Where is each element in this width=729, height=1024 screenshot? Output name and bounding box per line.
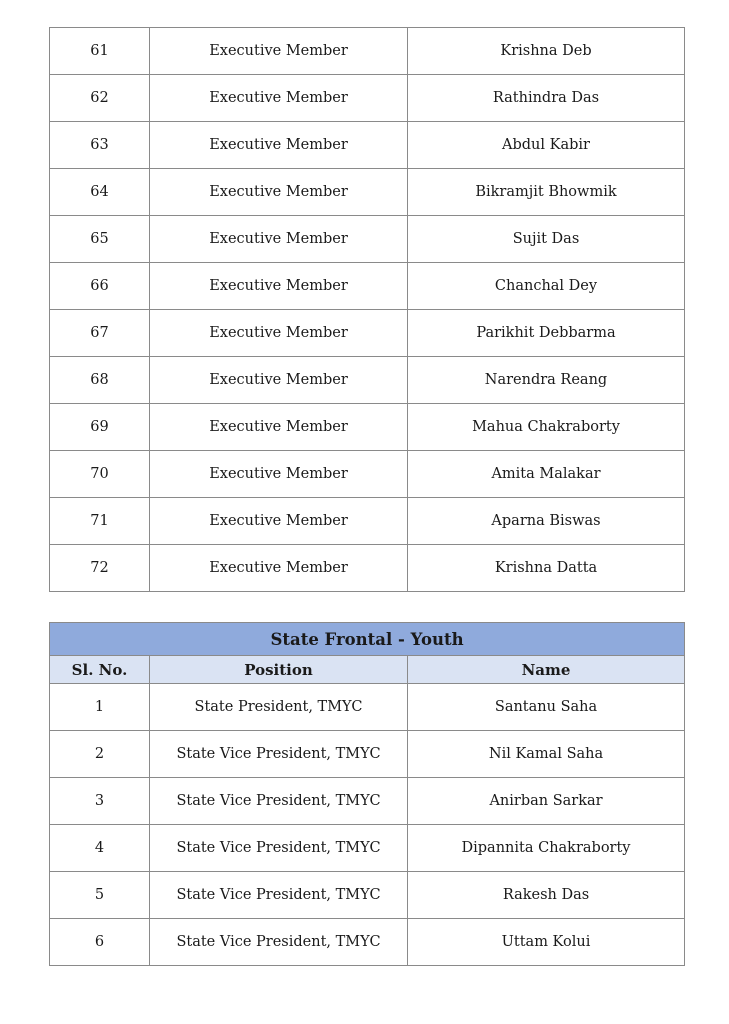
name-cell: Anirban Sarkar	[408, 778, 685, 825]
table-row	[50, 357, 685, 404]
name-cell: Parikhit Debbarma	[408, 310, 685, 357]
sl-cell: 4	[50, 825, 150, 872]
sl-cell: 61	[50, 28, 150, 75]
name-cell: Dipannita Chakraborty	[408, 825, 685, 872]
table-row	[50, 731, 685, 778]
sl-cell: 1	[50, 684, 150, 731]
position-cell: Executive Member	[150, 404, 408, 451]
sl-cell: 67	[50, 310, 150, 357]
table-row	[50, 919, 685, 966]
table-row	[50, 778, 685, 825]
table-row	[50, 263, 685, 310]
name-cell: Chanchal Dey	[408, 263, 685, 310]
table-row	[50, 545, 685, 592]
table-row	[50, 75, 685, 122]
position-cell: State Vice President, TMYC	[150, 731, 408, 778]
table-row	[50, 169, 685, 216]
table-row	[50, 498, 685, 545]
youth-frontal-table	[49, 622, 685, 966]
sl-cell: 2	[50, 731, 150, 778]
name-cell: Amita Malakar	[408, 451, 685, 498]
position-cell: State Vice President, TMYC	[150, 778, 408, 825]
position-cell: State Vice President, TMYC	[150, 825, 408, 872]
sl-cell: 68	[50, 357, 150, 404]
position-cell: Executive Member	[150, 169, 408, 216]
position-cell: Executive Member	[150, 216, 408, 263]
position-cell: Executive Member	[150, 75, 408, 122]
table-row	[50, 872, 685, 919]
name-cell: Krishna Datta	[408, 545, 685, 592]
table-title-row	[50, 623, 685, 656]
sl-cell: 65	[50, 216, 150, 263]
name-cell: Nil Kamal Saha	[408, 731, 685, 778]
sl-cell: 63	[50, 122, 150, 169]
position-cell: State Vice President, TMYC	[150, 872, 408, 919]
position-cell: Executive Member	[150, 310, 408, 357]
sl-cell: 3	[50, 778, 150, 825]
name-cell: Mahua Chakraborty	[408, 404, 685, 451]
sl-cell: 6	[50, 919, 150, 966]
position-cell: Executive Member	[150, 451, 408, 498]
table-row	[50, 310, 685, 357]
name-cell: Abdul Kabir	[408, 122, 685, 169]
position-cell: State President, TMYC	[150, 684, 408, 731]
name-cell: Narendra Reang	[408, 357, 685, 404]
name-cell: Uttam Kolui	[408, 919, 685, 966]
table-row	[50, 451, 685, 498]
position-cell: Executive Member	[150, 545, 408, 592]
table-row	[50, 122, 685, 169]
position-cell: State Vice President, TMYC	[150, 919, 408, 966]
sl-cell: 70	[50, 451, 150, 498]
sl-cell: 72	[50, 545, 150, 592]
sl-cell: 64	[50, 169, 150, 216]
header-name: Name	[408, 656, 685, 684]
position-cell: Executive Member	[150, 498, 408, 545]
position-cell: Executive Member	[150, 122, 408, 169]
sl-cell: 71	[50, 498, 150, 545]
sl-cell: 69	[50, 404, 150, 451]
name-cell: Sujit Das	[408, 216, 685, 263]
executive-members-table	[49, 27, 685, 592]
name-cell: Santanu Saha	[408, 684, 685, 731]
table-header-row	[50, 656, 685, 684]
name-cell: Bikramjit Bhowmik	[408, 169, 685, 216]
sl-cell: 62	[50, 75, 150, 122]
header-position: Position	[150, 656, 408, 684]
table-row	[50, 404, 685, 451]
sl-cell: 66	[50, 263, 150, 310]
table-title: State Frontal - Youth	[50, 623, 685, 656]
position-cell: Executive Member	[150, 28, 408, 75]
position-cell: Executive Member	[150, 263, 408, 310]
position-cell: Executive Member	[150, 357, 408, 404]
table-row	[50, 28, 685, 75]
executive-members-body	[50, 28, 685, 592]
table-row	[50, 684, 685, 731]
name-cell: Aparna Biswas	[408, 498, 685, 545]
name-cell: Rathindra Das	[408, 75, 685, 122]
sl-cell: 5	[50, 872, 150, 919]
header-sl-no: Sl. No.	[50, 656, 150, 684]
name-cell: Rakesh Das	[408, 872, 685, 919]
table-row	[50, 216, 685, 263]
table-row	[50, 825, 685, 872]
name-cell: Krishna Deb	[408, 28, 685, 75]
